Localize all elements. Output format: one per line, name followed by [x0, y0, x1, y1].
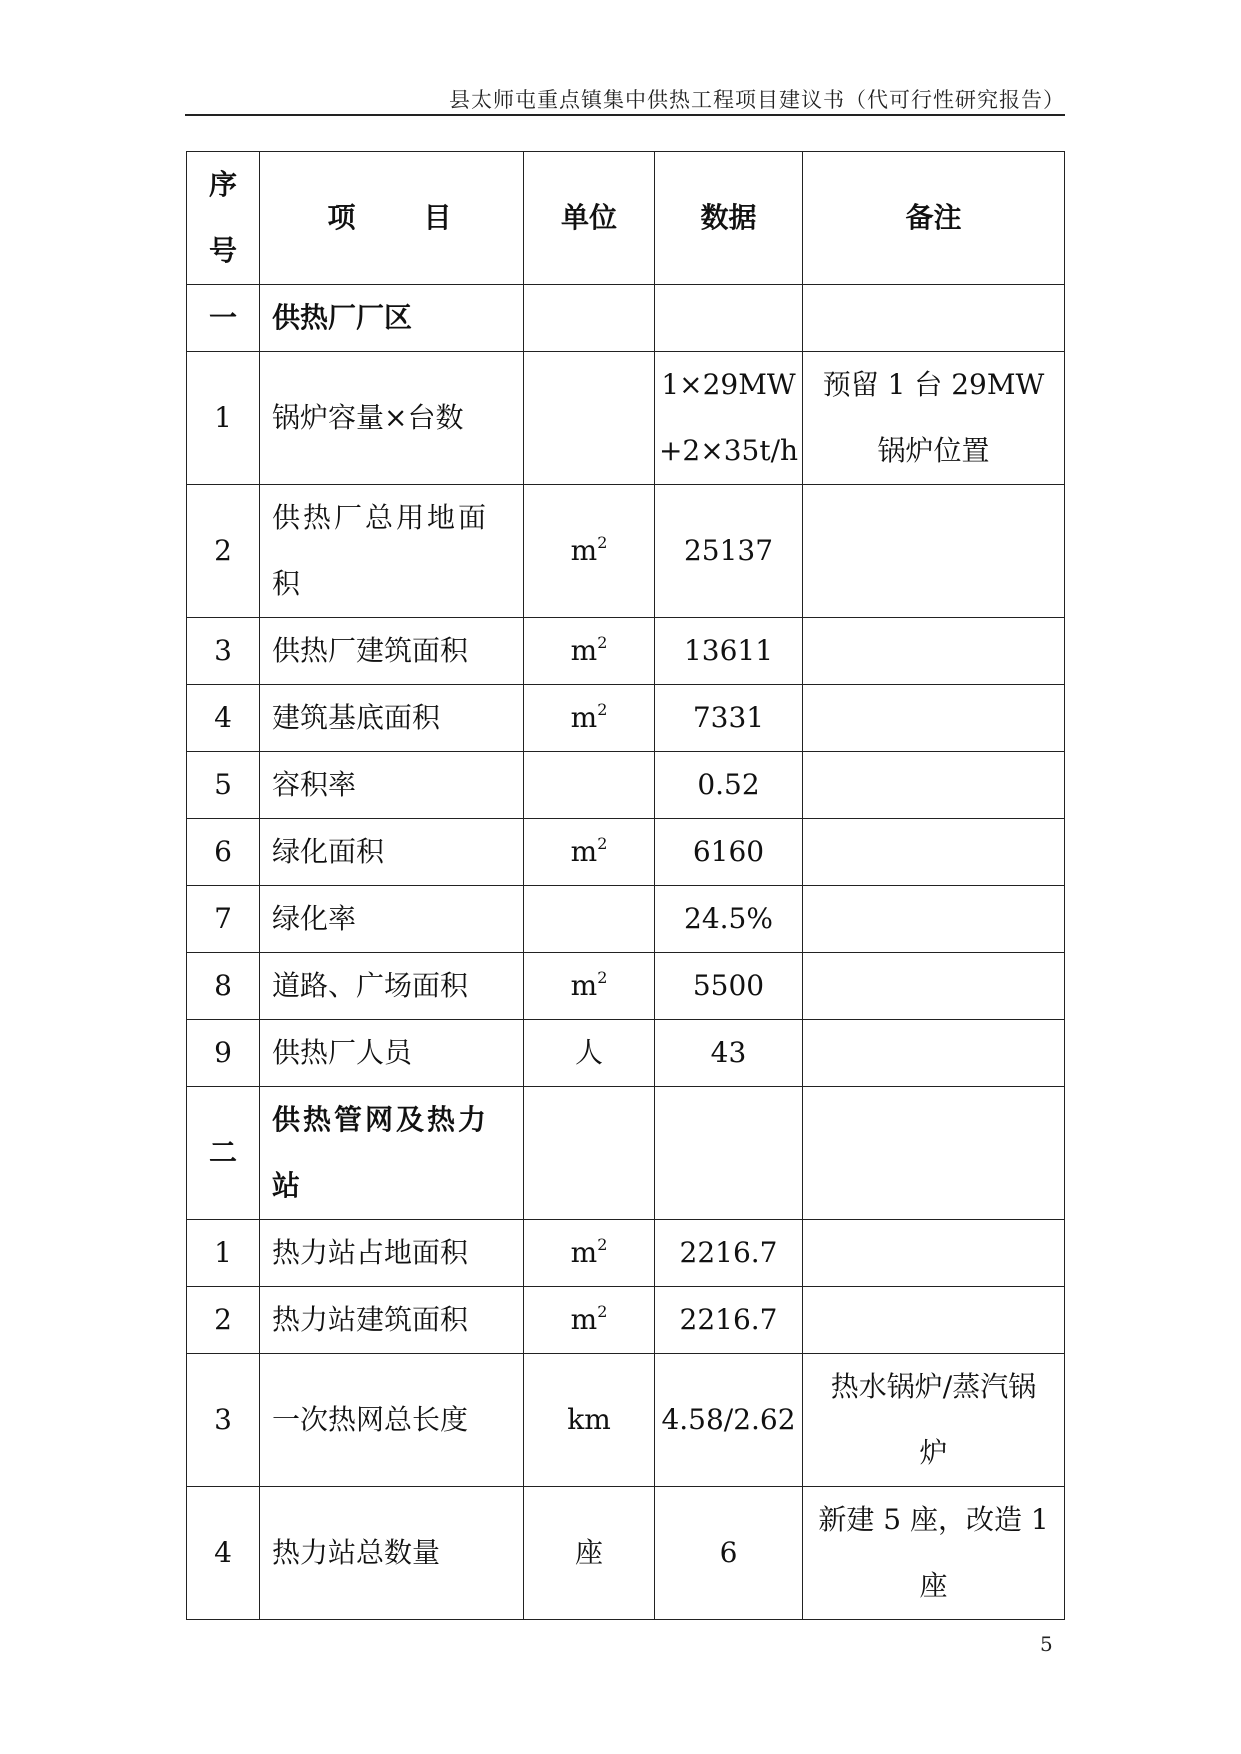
table-header-row	[187, 152, 1065, 285]
header-rule	[185, 114, 1065, 116]
table-row: 4 建筑基底面积 $m^2$ 7331	[187, 685, 1065, 752]
section-row	[187, 1087, 1065, 1220]
table-row: 8 道路、广场面积 $m^2$ 5500	[187, 953, 1065, 1020]
section-title: 供热厂厂区	[260, 285, 524, 352]
table-row: 3 供热厂建筑面积 $m^2$ 13611	[187, 618, 1065, 685]
header-unit: 单位	[524, 152, 655, 285]
table-row: 9 供热厂人员 人 43	[187, 1020, 1065, 1087]
table-row: 1 锅炉容量×台数 1×29MW +2×35t/h 预留 1 台 29MW 锅炉位置	[187, 352, 1065, 485]
table-row: 1 热力站占地面积 $m^2$ 2216.7	[187, 1220, 1065, 1287]
spec-table	[186, 151, 1065, 1620]
running-header: 县太师屯重点镇集中供热工程项目建议书（代可行性研究报告）	[449, 88, 1065, 112]
section-no: 一	[187, 285, 260, 352]
table-row: 4 热力站总数量 座 6 新建 5 座，改造 1 座	[187, 1487, 1065, 1620]
section-title: 供热管网及热力 站	[260, 1087, 524, 1220]
table-row: 5 容积率 0.52	[187, 752, 1065, 819]
header-remark: 备注	[803, 152, 1065, 285]
table-row: 7 绿化率 24.5%	[187, 886, 1065, 953]
table-row: 6 绿化面积 $m^2$ 6160	[187, 819, 1065, 886]
section-no: 二	[187, 1087, 260, 1220]
header-data: 数据	[655, 152, 803, 285]
table-row: 3 一次热网总长度 km 4.58/2.62 热水锅炉/蒸汽锅 炉	[187, 1354, 1065, 1487]
table-row: 2 热力站建筑面积 $m^2$ 2216.7	[187, 1287, 1065, 1354]
page-number: 5	[1040, 1632, 1053, 1656]
header-no: 序 号	[187, 152, 260, 285]
header-item: 项 目	[260, 152, 524, 285]
table-row: 2 供热厂总用地面 积 $m^2$ 25137	[187, 485, 1065, 618]
section-row	[187, 285, 1065, 352]
